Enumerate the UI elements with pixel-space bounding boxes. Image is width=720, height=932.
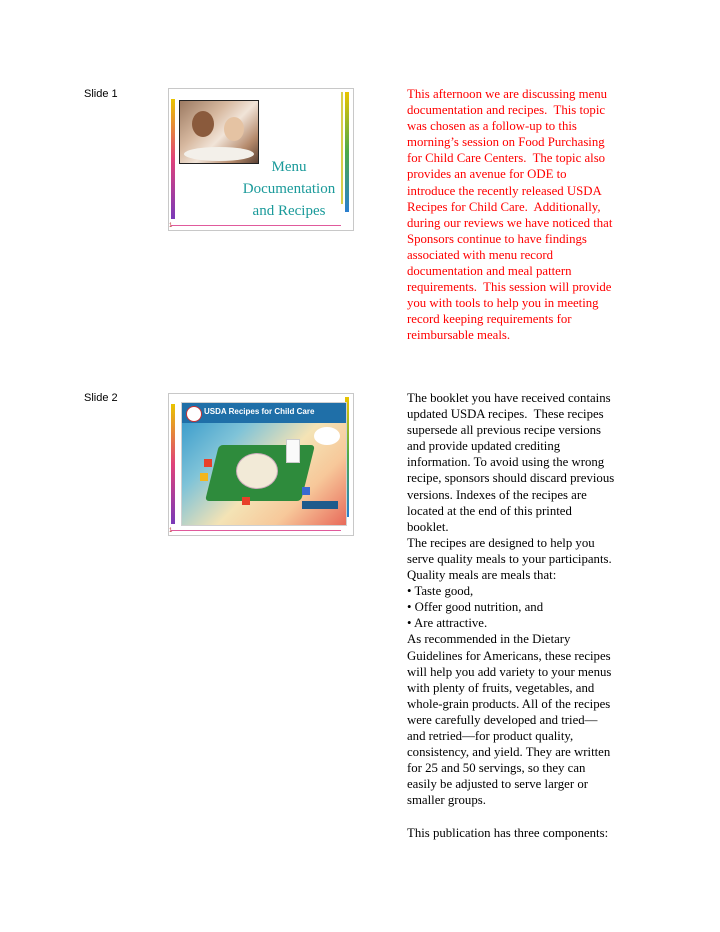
- notes-line: Sponsors continue to have findings: [407, 231, 587, 246]
- notes-line: documentation and meal pattern: [407, 264, 572, 279]
- notes-line: updated USDA recipes. These recipes: [407, 407, 604, 422]
- slide-title: Menu Documentation and Recipes: [242, 159, 336, 219]
- divider: [171, 530, 341, 531]
- notes-line: Recipes for Child Care. Additionally,: [407, 199, 601, 214]
- notes-line: were carefully developed and tried—: [407, 712, 598, 727]
- speaker-notes: [407, 86, 639, 344]
- cover-title: USDA Recipes for Child Care: [204, 407, 315, 416]
- notes-line: associated with menu record: [407, 247, 554, 262]
- notes-line: was chosen as a follow-up to this: [407, 119, 577, 134]
- slide-thumbnail: [168, 393, 354, 536]
- children-eating-photo: [179, 100, 259, 164]
- notes-line: for 25 and 50 servings, so they can: [407, 761, 586, 776]
- notes-line: provides an avenue for ODE to: [407, 167, 567, 182]
- notes-line: The recipes are designed to help you: [407, 535, 595, 550]
- footer-mark: 1: [169, 528, 173, 534]
- notes-line: with plenty of fruits, vegetables, and: [407, 680, 595, 695]
- notes-line: reimbursable meals.: [407, 328, 511, 343]
- notes-line: information. To avoid using the wrong: [407, 455, 605, 470]
- notes-line: This afternoon we are discussing menu: [407, 87, 608, 101]
- notes-line: record keeping requirements for: [407, 312, 572, 327]
- notes-line: [407, 808, 639, 824]
- footer-mark: 1: [169, 223, 173, 229]
- slide-label: Slide 1: [84, 88, 118, 100]
- notes-line: recipe, sponsors should discard previous: [407, 471, 615, 486]
- notes-line: • Offer good nutrition, and: [407, 600, 544, 615]
- notes-line: supersede all previous recipe versions: [407, 423, 602, 438]
- decorative-bar: [171, 99, 175, 219]
- notes-line: and retried—for product quality,: [407, 728, 574, 743]
- notes-line: • Are attractive.: [407, 616, 488, 631]
- notes-line: As recommended in the Dietary: [407, 632, 571, 647]
- notes-line: • Taste good,: [407, 584, 474, 599]
- notes-line: consistency, and yield. They are written: [407, 745, 611, 760]
- notes-line: morning’s session on Food Purchasing: [407, 135, 605, 150]
- decorative-bar: [171, 404, 175, 524]
- notes-line: for Child Care Centers. The topic also: [407, 151, 606, 166]
- notes-line: will help you add variety to your menus: [407, 664, 612, 679]
- divider: [171, 225, 341, 226]
- notes-line: This publication has three components:: [407, 825, 609, 840]
- speaker-notes: [407, 390, 639, 841]
- notes-line: and provide updated crediting: [407, 439, 561, 454]
- slide-thumbnail: [168, 88, 354, 231]
- notes-line: whole-grain products. All of the recipes: [407, 696, 611, 711]
- notes-line: Quality meals are meals that:: [407, 568, 557, 583]
- notes-line: booklet.: [407, 519, 449, 534]
- usda-logo-icon: [186, 406, 202, 422]
- notes-line: Guidelines for Americans, these recipes: [407, 648, 611, 663]
- notes-line: smaller groups.: [407, 793, 486, 808]
- notes-line: serve quality meals to your participants.: [407, 551, 612, 566]
- notes-line: introduce the recently released USDA: [407, 183, 602, 198]
- booklet-cover-image: [181, 402, 347, 526]
- notes-line: The booklet you have received contains: [407, 391, 611, 405]
- notes-line: you with tools to help you in meeting: [407, 296, 599, 311]
- notes-line: documentation and recipes. This topic: [407, 103, 606, 118]
- notes-line: during our reviews we have noticed that: [407, 215, 613, 230]
- notes-line: easily be adjusted to serve larger or: [407, 777, 588, 792]
- notes-line: requirements. This session will provide: [407, 280, 612, 295]
- notes-line: located at the end of this printed: [407, 503, 572, 518]
- slide-label: Slide 2: [84, 392, 118, 404]
- notes-line: versions. Indexes of the recipes are: [407, 487, 587, 502]
